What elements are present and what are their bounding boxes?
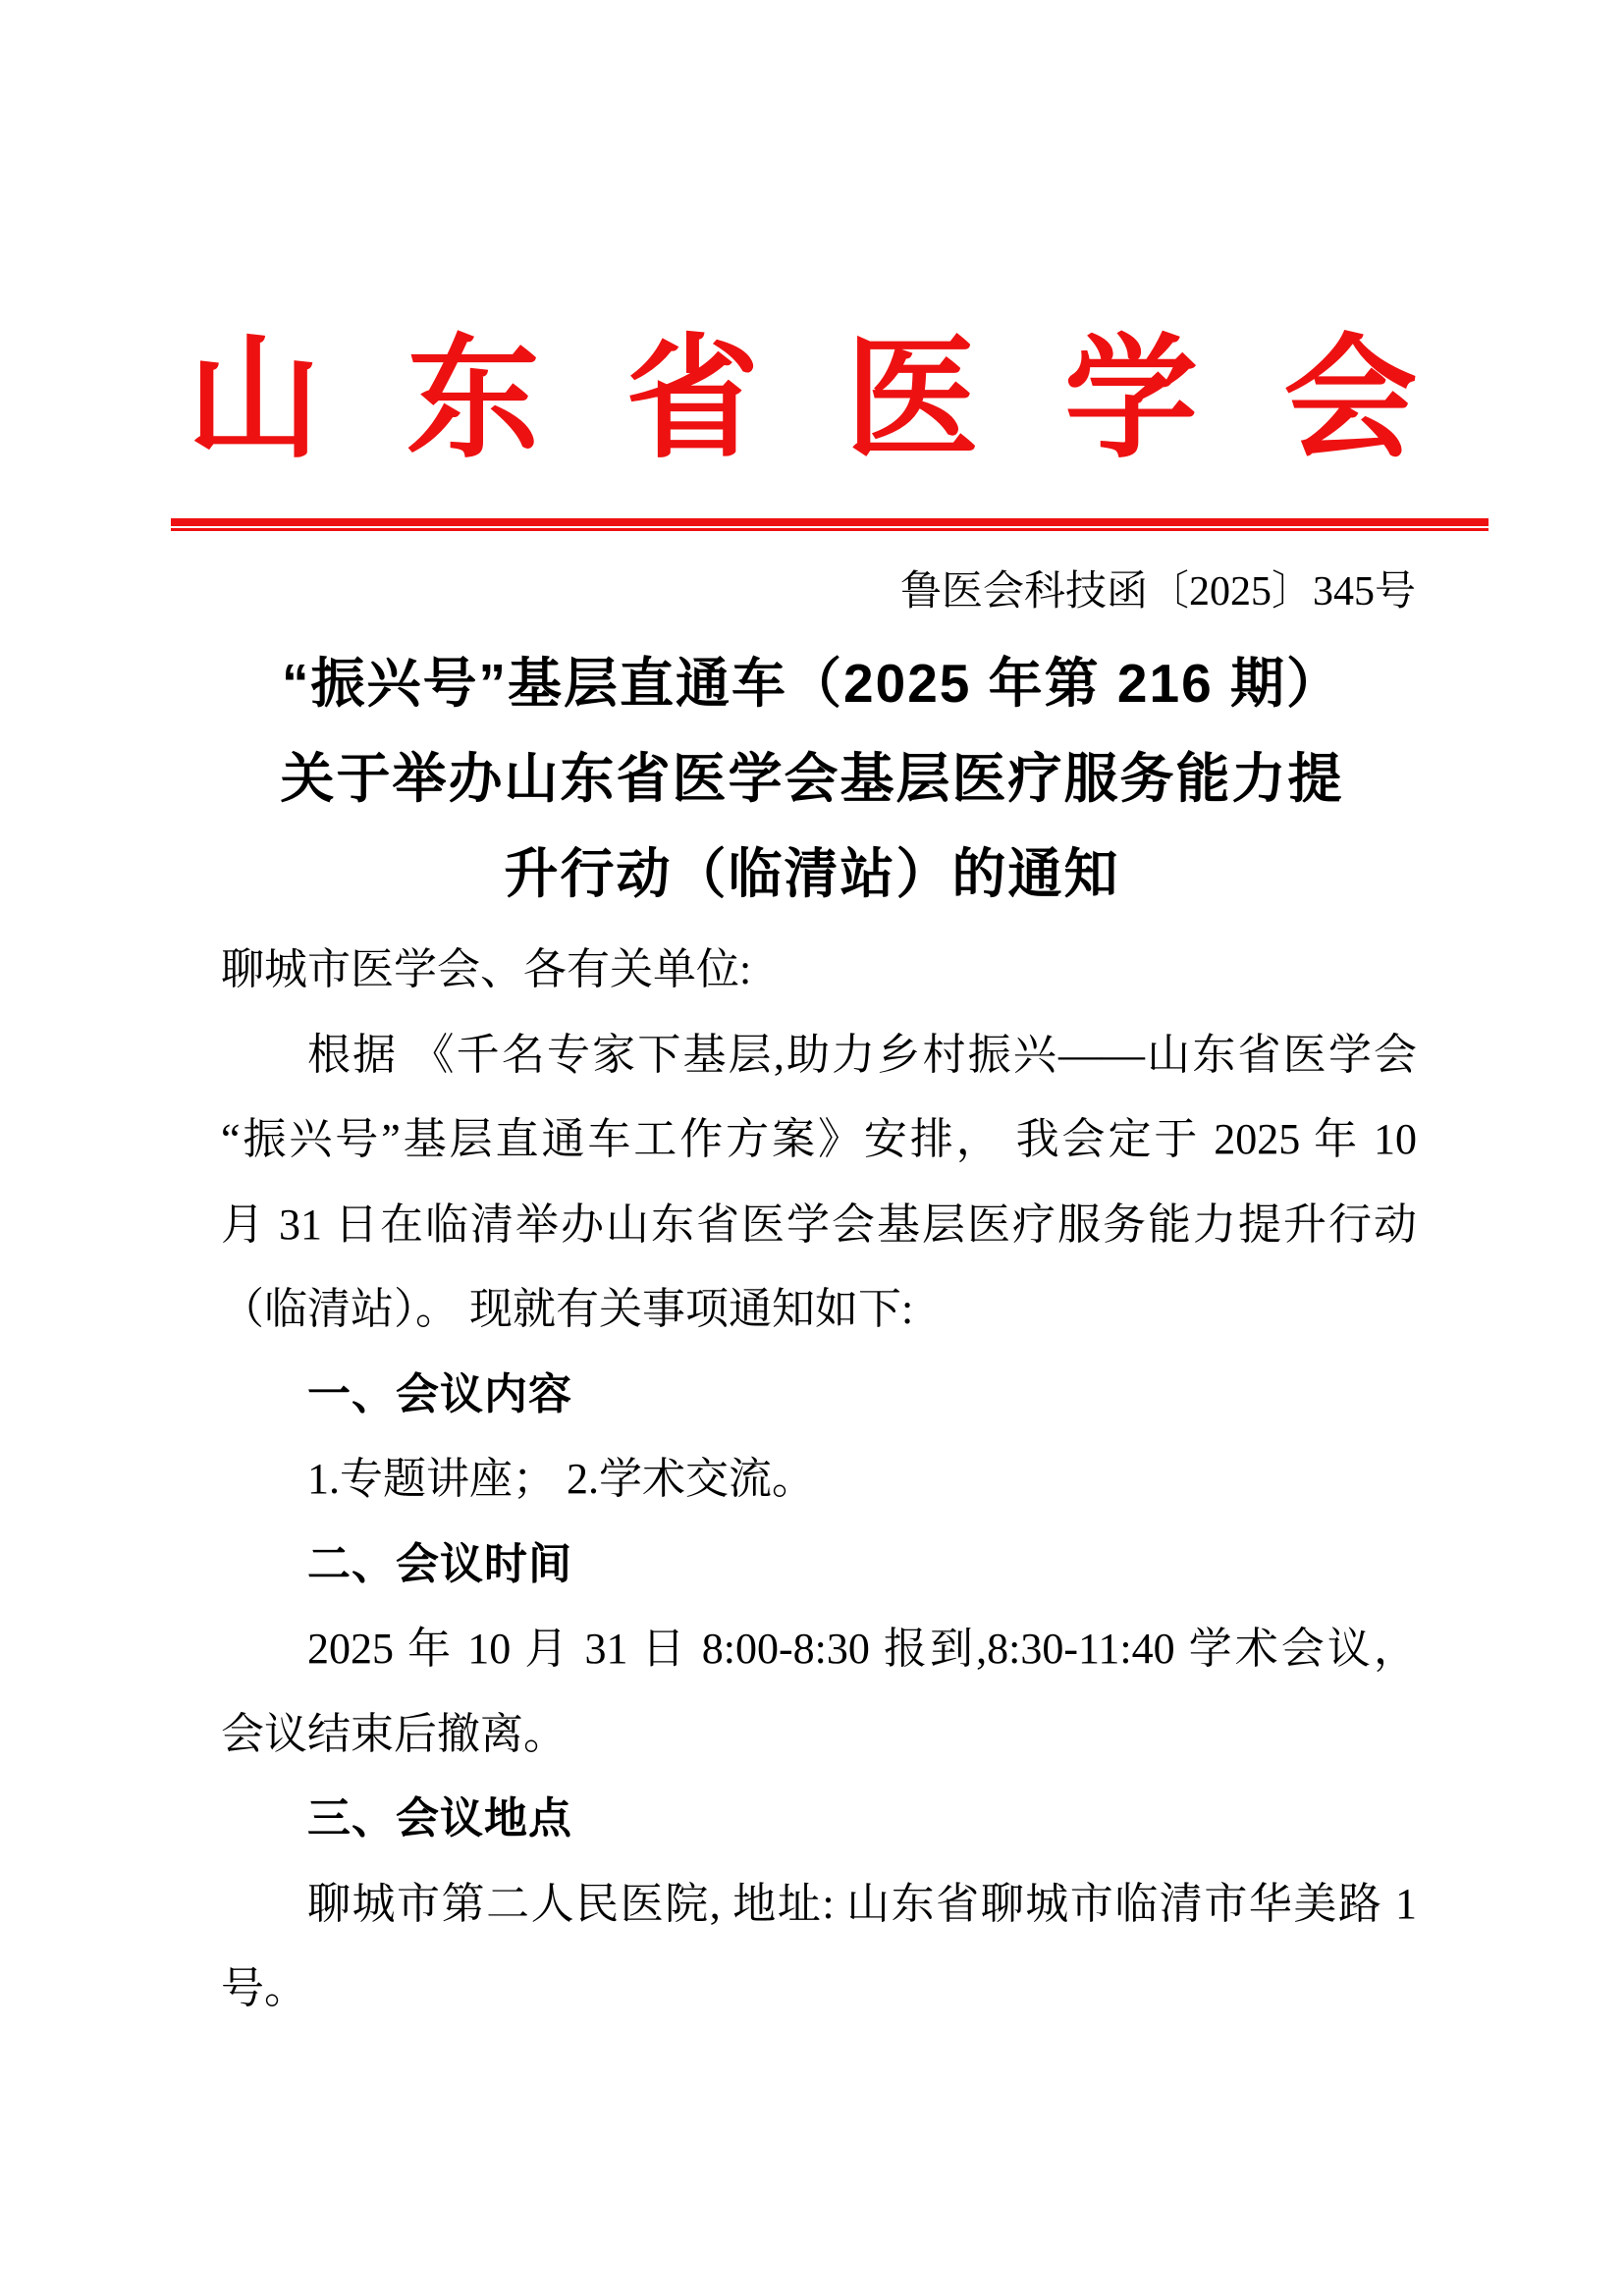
section-heading-meeting-time: 二、会议时间 [307,1539,572,1588]
title-line-3: 升行动（临清站）的通知 [504,843,1120,904]
org-name-header: 山 东 省 医 学 会 [187,320,1437,477]
document-reference-number: 鲁医会科技函〔2025〕345号 [899,569,1416,614]
body-line: 2025 年 10 月 31 日 8:00-8:30 报到,8:30-11:40 学术会议， [307,1625,1417,1673]
body-line: 号。 [221,1964,307,2012]
title-line-1: “振兴号”基层直通车（2025 年第 216 期） [282,653,1342,714]
body-line: 根据 《千名专家下基层,助力乡村振兴——山东省医学会 [307,1030,1417,1079]
body-line: 1.专题讲座； 2.学术交流。 [307,1455,815,1503]
body-line: 月 31 日在临清举办山东省医学会基层医疗服务能力提升行动 [221,1200,1417,1249]
document-title [0,636,1624,922]
body-line: （临清站）。 现就有关事项通知如下: [221,1285,914,1333]
section-heading-meeting-content: 一、会议内容 [307,1369,572,1418]
header-divider-rule [171,518,1489,531]
document-body [221,928,1417,2032]
body-line: 会议结束后撤离。 [221,1709,567,1758]
title-line-2: 关于举办山东省医学会基层医疗服务能力提 [280,748,1344,809]
salutation-line: 聊城市医学会、各有关单位: [221,945,752,993]
body-line: 聊城市第二人民医院, 地址: 山东省聊城市临清市华美路 1 [307,1879,1417,1928]
body-line: “振兴号”基层直通车工作方案》安排， 我会定于 2025 年 10 [221,1115,1417,1163]
section-heading-meeting-location: 三、会议地点 [307,1794,572,1842]
